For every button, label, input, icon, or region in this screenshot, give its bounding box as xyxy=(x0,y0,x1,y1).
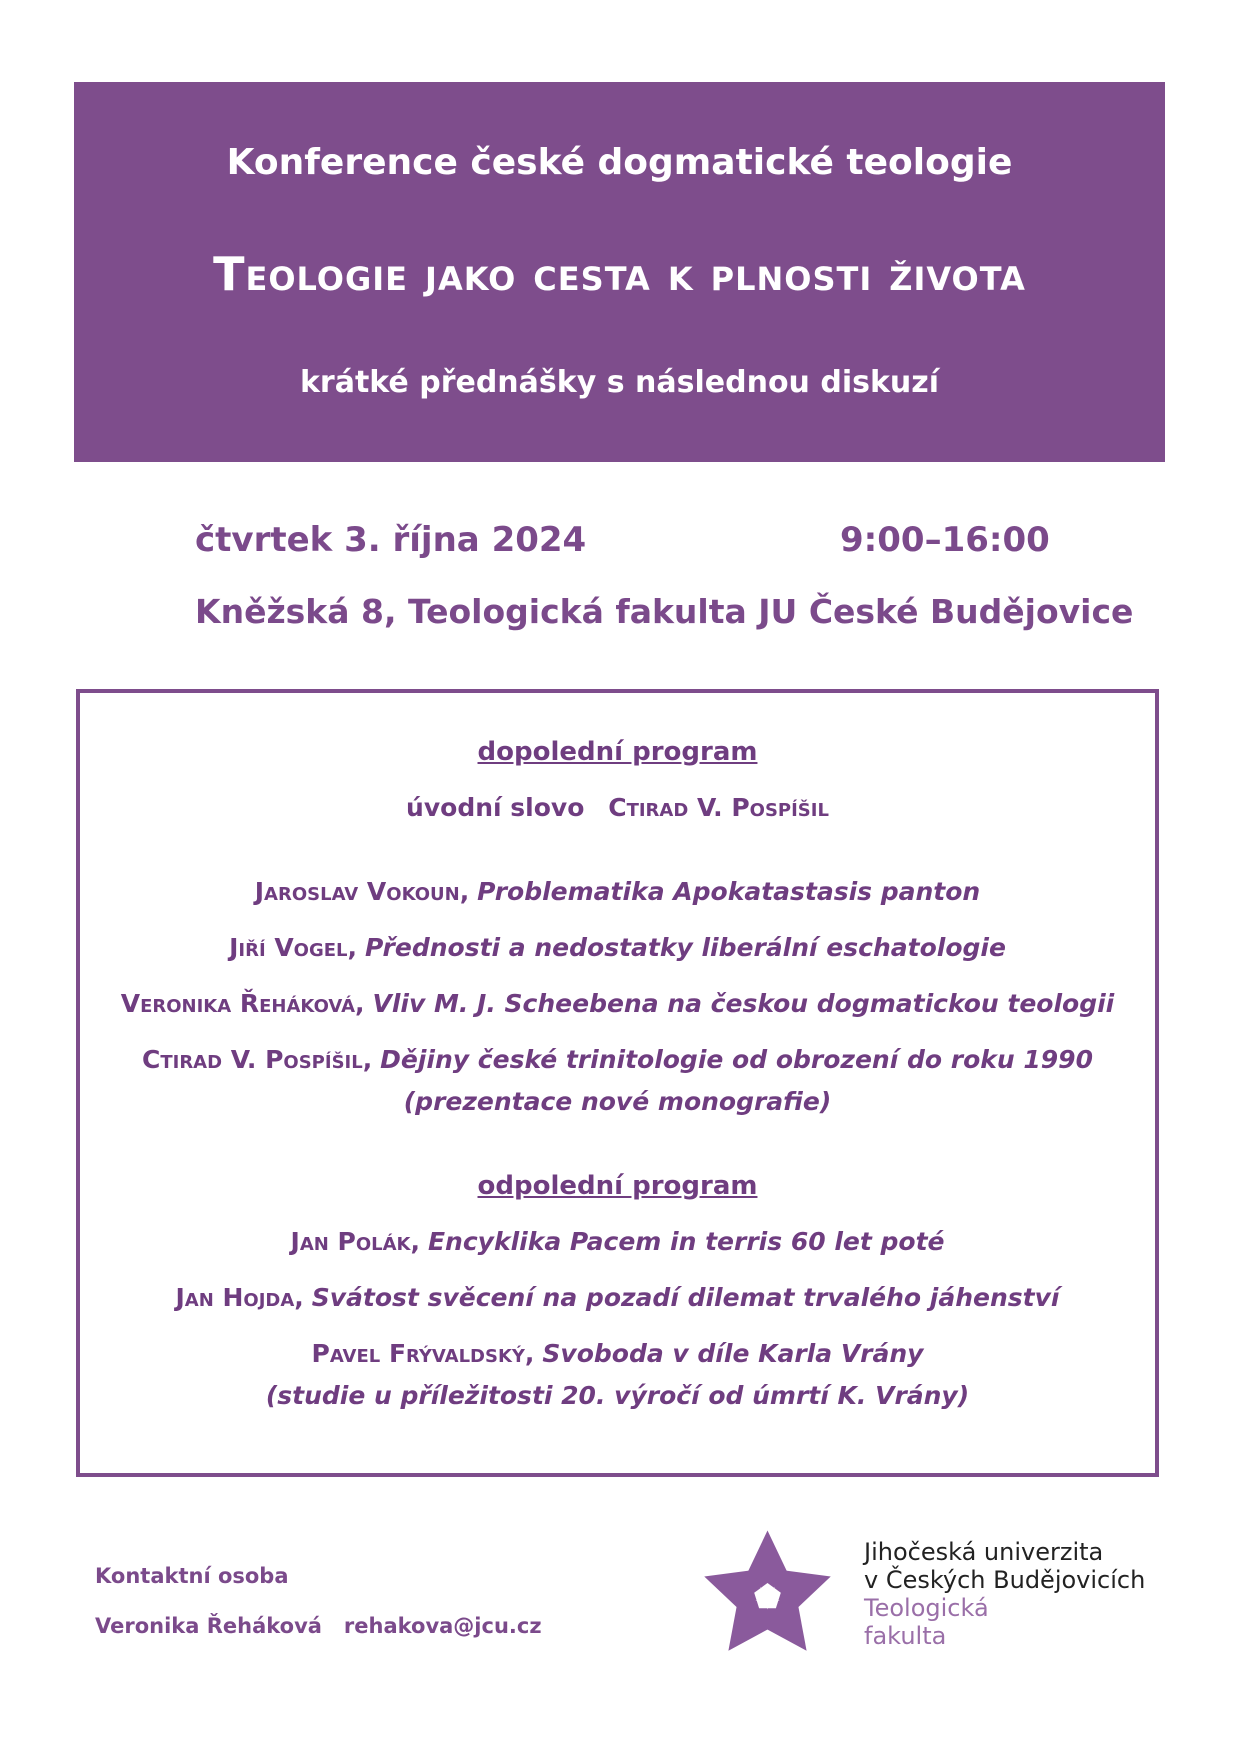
talk-title: Dějiny české trinitologie od obrození do roku 1990 xyxy=(380,1045,1093,1074)
logo-faculty-line2: fakulta xyxy=(864,1622,947,1650)
intro-line xyxy=(80,793,1155,822)
event-place: Kněžská 8, Teologická fakulta JU České Budějovice xyxy=(195,592,1134,631)
talk-speaker: Pavel Frývaldský, xyxy=(311,1339,535,1368)
header-banner xyxy=(74,82,1165,462)
talk-speaker: Jan Polák, xyxy=(290,1227,420,1256)
talk-note: (prezentace nové monografie) xyxy=(403,1087,832,1116)
program-box xyxy=(76,689,1159,1477)
contact-name: Veronika Řeháková xyxy=(95,1614,322,1638)
talk-speaker: Ctirad V. Pospíšil, xyxy=(142,1045,373,1074)
talk-title: Svoboda v díle Karla Vrány xyxy=(542,1339,924,1368)
contact-label: Kontaktní osoba xyxy=(95,1564,289,1588)
contact-email[interactable]: rehakova@jcu.cz xyxy=(343,1614,542,1638)
event-date: čtvrtek 3. října 2024 xyxy=(195,520,587,560)
talk-title: Přednosti a nedostatky liberální eschatologie xyxy=(364,933,1006,962)
talk-title: Encyklika Pacem in terris 60 let poté xyxy=(427,1227,945,1256)
afternoon-program-header: odpolední program xyxy=(477,1171,758,1201)
logo-faculty-line1: Teologická xyxy=(864,1594,989,1622)
talk-title: Svátost svěcení na pozadí dilemat trvalého jáhenství xyxy=(311,1283,1060,1312)
talk-title: Vliv M. J. Scheebena na českou dogmatickou teologii xyxy=(372,989,1115,1018)
event-time: 9:00–16:00 xyxy=(840,520,1050,560)
talk-speaker: Veronika Řeháková, xyxy=(120,989,365,1018)
conference-subtitle: krátké přednášky s následnou diskuzí xyxy=(299,365,940,400)
talk-line xyxy=(80,1339,1155,1368)
morning-program-header: dopolední program xyxy=(477,737,758,767)
conference-title: Teologie jako cesta k plnosti života xyxy=(213,247,1026,301)
conference-name: Konference české dogmatické teologie xyxy=(226,142,1013,183)
university-logo-text xyxy=(864,1538,1145,1650)
talk-speaker: Jaroslav Vokoun, xyxy=(254,877,470,906)
talk-line xyxy=(80,1283,1155,1312)
talk-speaker: Jan Hojda, xyxy=(175,1283,304,1312)
contact-line xyxy=(95,1614,542,1638)
talk-speaker: Jiří Vogel, xyxy=(229,933,358,962)
talk-title: Problematika Apokatastasis panton xyxy=(477,877,981,906)
talk-line xyxy=(80,1045,1155,1074)
talk-note: (studie u příležitosti 20. výročí od úmrtí K. Vrány) xyxy=(265,1381,970,1410)
talk-line xyxy=(80,877,1155,906)
talk-line xyxy=(80,989,1155,1018)
intro-speaker: Ctirad V. Pospíšil xyxy=(608,793,829,822)
talk-line xyxy=(80,1227,1155,1256)
star-flower-logo-icon xyxy=(695,1527,840,1667)
talk-line xyxy=(80,933,1155,962)
intro-label: úvodní slovo xyxy=(406,793,585,822)
logo-university-line2: v Českých Budějovicích xyxy=(864,1566,1146,1594)
logo-university-line1: Jihočeská univerzita xyxy=(864,1538,1104,1566)
